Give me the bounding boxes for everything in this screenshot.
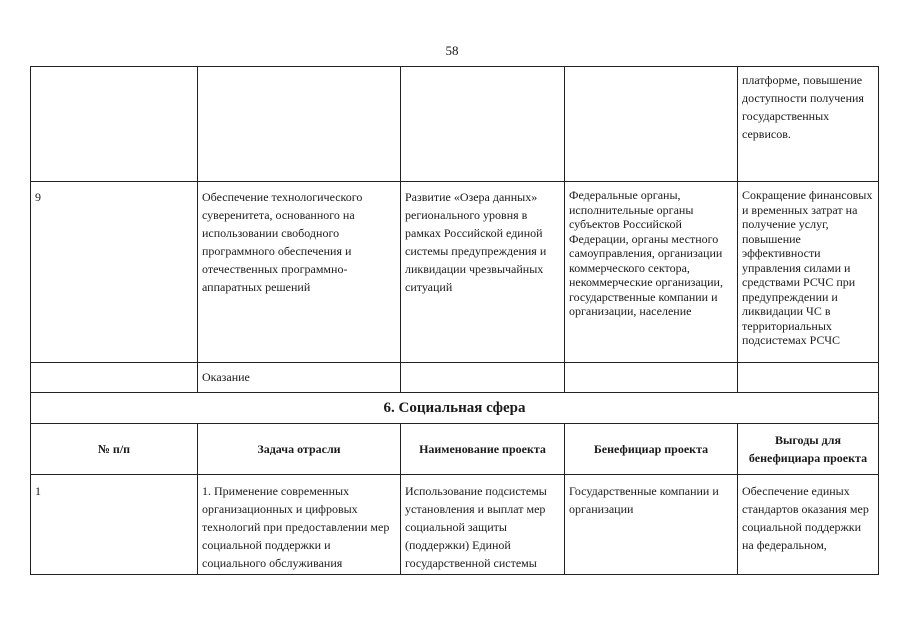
cell-beneficiary: Федеральные органы, исполнительные органы субъектов Российской Федерации, органы местного самоуправления, организации коммерческого сектора, некоммерческие организации, государственные компании и организации, население	[565, 182, 738, 363]
header-num: № п/п	[31, 424, 198, 475]
cell-project: Развитие «Озера данных» регионального уровня в рамках Российской единой системы предупреждения и ликвидации чрезвычайных ситуаций	[401, 182, 565, 363]
cell-benefit: Обеспечение единых стандартов оказания мер социальной поддержки на федеральном,	[738, 475, 879, 575]
cell-task: Оказание	[198, 363, 401, 393]
cell-num	[31, 363, 198, 393]
cell-project	[401, 67, 565, 182]
project-table	[30, 66, 879, 575]
table-row-9	[31, 182, 879, 363]
table-row-oka	[31, 363, 879, 393]
cell-num: 1	[31, 475, 198, 575]
cell-project: Использование подсистемы установления и выплат мер социальной защиты (поддержки) Единой государственной системы	[401, 475, 565, 575]
cell-task	[198, 67, 401, 182]
header-task: Задача отрасли	[198, 424, 401, 475]
table-row-continuation	[31, 67, 879, 182]
cell-task: 1. Применение современных организационных и цифровых технологий при предоставлении мер социальной поддержки и социального обслуживания	[198, 475, 401, 575]
cell-beneficiary: Государственные компании и организации	[565, 475, 738, 575]
header-project: Наименование проекта	[401, 424, 565, 475]
cell-beneficiary	[565, 363, 738, 393]
cell-task: Обеспечение технологического суверенитета, основанного на использовании свободного программного обеспечения и отечественных программно-аппаратных решений	[198, 182, 401, 363]
cell-num: 9	[31, 182, 198, 363]
page-number: 58	[445, 43, 459, 58]
section-row	[31, 393, 879, 424]
cell-num	[31, 67, 198, 182]
header-benefit: Выгоды для бенефициара проекта	[738, 424, 879, 475]
section-title: 6. Социальная сфера	[31, 393, 879, 424]
cell-benefit: Сокращение финансовых и временных затрат на получение услуг, повышение эффективности управления силами и средствами РСЧС при предупреждении и ликвидации ЧС в территориальных подсистемах РСЧС	[738, 182, 879, 363]
cell-project	[401, 363, 565, 393]
table-row-1	[31, 475, 879, 575]
header-beneficiary: Бенефициар проекта	[565, 424, 738, 475]
cell-benefit	[738, 363, 879, 393]
cell-benefit: платформе, повышение доступности получения государственных сервисов.	[738, 67, 879, 182]
cell-beneficiary	[565, 67, 738, 182]
header-row	[31, 424, 879, 475]
